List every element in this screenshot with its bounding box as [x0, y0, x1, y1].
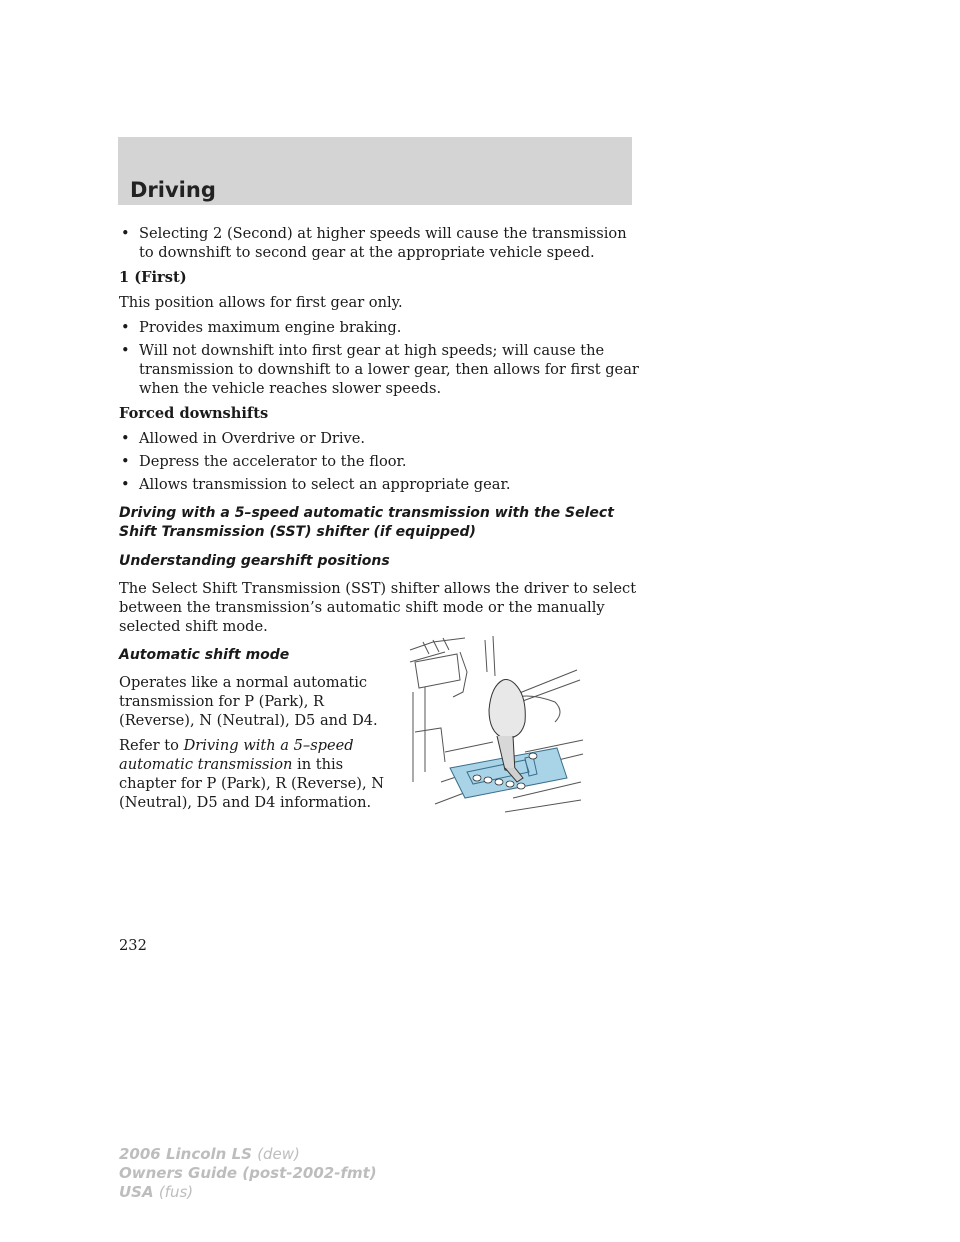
- bullet-icon: •: [121, 476, 130, 493]
- list-item-text: Allowed in Overdrive or Drive.: [139, 430, 366, 447]
- sst-shifter-illustration: [405, 632, 585, 822]
- bullet-icon: •: [121, 430, 130, 447]
- automatic-shift-mode-text: Operates like a normal automatic transmission for P (Park), R (Reverse), N (Neutral), D5 and D4.: [119, 674, 378, 729]
- list-item: [119, 429, 639, 448]
- list-item: [119, 452, 639, 471]
- refer-paragraph: [119, 736, 391, 812]
- bullet-icon: •: [121, 225, 130, 242]
- list-item-text: Provides maximum engine braking.: [139, 319, 402, 336]
- list-item: [119, 475, 639, 494]
- list-item-text: Will not downshift into first gear at high speeds; will cause the transmission to downshift to a lower gear, then allows for first gear when the vehicle reaches slower speeds.: [139, 342, 639, 397]
- gearshift-positions-heading: Understanding gearshift positions: [119, 553, 390, 569]
- footer-vehicle: 2006 Lincoln LS: [119, 1145, 252, 1163]
- bullet-icon: •: [121, 319, 130, 336]
- footer-region: USA: [119, 1183, 154, 1201]
- list-item-text: Allows transmission to select an appropriate gear.: [139, 476, 511, 493]
- first-gear-heading: 1 (First): [119, 269, 187, 286]
- forced-downshifts-heading: Forced downshifts: [119, 405, 269, 422]
- bullet-icon: •: [121, 342, 130, 359]
- list-item: [119, 341, 639, 398]
- refer-link: Driving with a 5–speed automatic transmission: [119, 737, 354, 773]
- bullet-icon: •: [121, 453, 130, 470]
- page-number: 232: [119, 937, 147, 954]
- footer-guide: Owners Guide (post-2002-fmt): [119, 1164, 377, 1182]
- document-footer: [119, 1145, 377, 1202]
- footer-region-code: (fus): [158, 1183, 194, 1201]
- section-title: Driving: [130, 178, 216, 202]
- refer-suffix: in this chapter for P (Park), R (Reverse), N (Neutral), D5 and D4 information.: [119, 756, 385, 811]
- footer-vehicle-code: (dew): [257, 1145, 300, 1163]
- gearshift-positions-text: The Select Shift Transmission (SST) shifter allows the driver to select between the transmission’s automatic shift mode or the manually selected shift mode.: [119, 580, 637, 635]
- list-item-text: Depress the accelerator to the floor.: [139, 453, 407, 470]
- list-item: [119, 318, 639, 337]
- automatic-shift-mode-heading: Automatic shift mode: [119, 647, 290, 663]
- first-gear-text: This position allows for first gear only.: [119, 294, 403, 311]
- refer-prefix: Refer to: [119, 737, 179, 754]
- list-item: [119, 224, 639, 262]
- sst-heading: Driving with a 5–speed automatic transmission with the Select Shift Transmission (SST) shifter (if equipped): [119, 505, 614, 540]
- list-item-text: Selecting 2 (Second) at higher speeds will cause the transmission to downshift to second gear at the appropriate vehicle speed.: [139, 225, 627, 261]
